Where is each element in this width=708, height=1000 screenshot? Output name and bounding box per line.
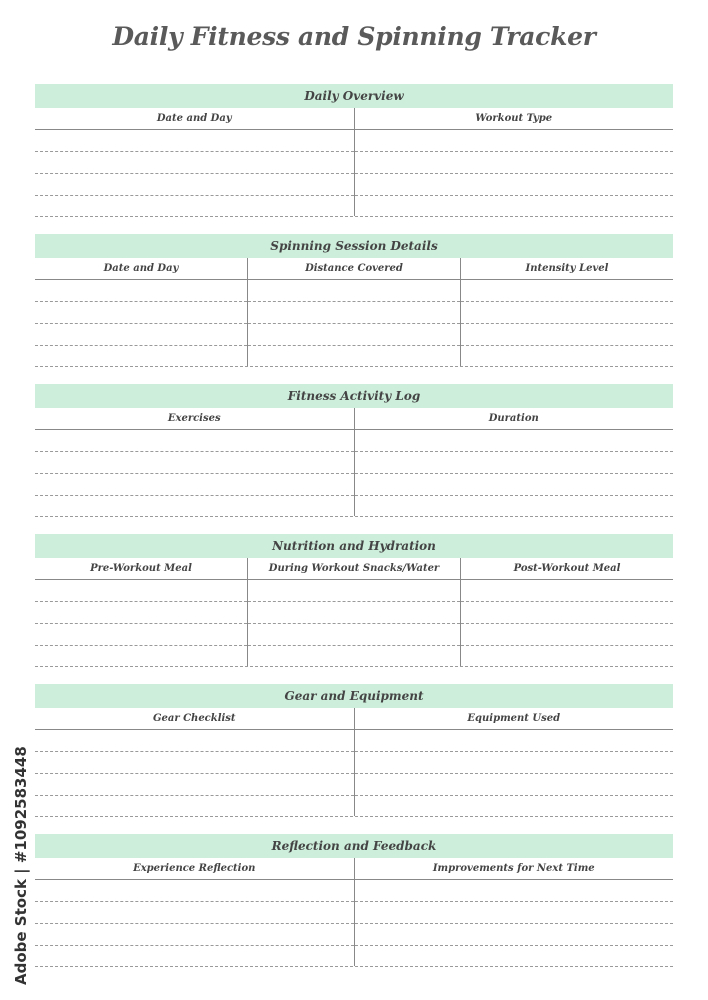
- write-line[interactable]: [35, 130, 354, 152]
- column: [460, 258, 673, 366]
- column: [247, 258, 460, 366]
- write-line[interactable]: [35, 752, 354, 774]
- write-line[interactable]: [35, 196, 354, 217]
- write-line[interactable]: [35, 602, 247, 624]
- section-gear-and-equipment: [35, 684, 673, 817]
- write-line[interactable]: [461, 624, 673, 646]
- column: [354, 108, 674, 216]
- column-header: Exercises: [35, 408, 354, 430]
- column: [35, 408, 354, 516]
- write-line[interactable]: [35, 152, 354, 174]
- section-heading: Spinning Session Details: [35, 234, 673, 258]
- section-spinning-session-details: [35, 234, 673, 367]
- write-line[interactable]: [35, 946, 354, 967]
- write-line[interactable]: [355, 452, 674, 474]
- write-line[interactable]: [355, 196, 674, 217]
- write-line[interactable]: [461, 580, 673, 602]
- write-line[interactable]: [248, 646, 460, 667]
- column: [354, 858, 674, 966]
- write-line[interactable]: [35, 580, 247, 602]
- column: [35, 708, 354, 816]
- section-columns: [35, 858, 673, 967]
- column-header: Distance Covered: [248, 258, 460, 280]
- write-line[interactable]: [461, 646, 673, 667]
- column-header: Duration: [355, 408, 674, 430]
- column: [354, 708, 674, 816]
- write-line[interactable]: [35, 774, 354, 796]
- write-line[interactable]: [35, 430, 354, 452]
- write-line[interactable]: [461, 602, 673, 624]
- write-line[interactable]: [355, 130, 674, 152]
- section-heading: Fitness Activity Log: [35, 384, 673, 408]
- write-line[interactable]: [35, 730, 354, 752]
- write-line[interactable]: [461, 280, 673, 302]
- write-line[interactable]: [35, 624, 247, 646]
- column: [460, 558, 673, 666]
- write-line[interactable]: [35, 496, 354, 517]
- write-line[interactable]: [35, 796, 354, 817]
- write-line[interactable]: [355, 730, 674, 752]
- write-line[interactable]: [248, 280, 460, 302]
- section-heading: Gear and Equipment: [35, 684, 673, 708]
- section-fitness-activity-log: [35, 384, 673, 517]
- section-nutrition-and-hydration: [35, 534, 673, 667]
- write-line[interactable]: [35, 452, 354, 474]
- write-line[interactable]: [35, 880, 354, 902]
- section-columns: [35, 108, 673, 217]
- write-line[interactable]: [35, 280, 247, 302]
- write-line[interactable]: [461, 346, 673, 367]
- write-line[interactable]: [355, 774, 674, 796]
- write-line[interactable]: [35, 302, 247, 324]
- section-columns: [35, 558, 673, 667]
- column-header: Improvements for Next Time: [355, 858, 674, 880]
- column-header: During Workout Snacks/Water: [248, 558, 460, 580]
- write-line[interactable]: [355, 902, 674, 924]
- write-line[interactable]: [355, 174, 674, 196]
- write-line[interactable]: [355, 474, 674, 496]
- write-line[interactable]: [355, 924, 674, 946]
- write-line[interactable]: [355, 946, 674, 967]
- column-header: Intensity Level: [461, 258, 673, 280]
- column: [35, 558, 247, 666]
- write-line[interactable]: [355, 880, 674, 902]
- write-line[interactable]: [248, 346, 460, 367]
- section-columns: [35, 408, 673, 517]
- write-line[interactable]: [248, 302, 460, 324]
- write-line[interactable]: [355, 752, 674, 774]
- write-line[interactable]: [248, 324, 460, 346]
- write-line[interactable]: [248, 624, 460, 646]
- write-line[interactable]: [35, 474, 354, 496]
- write-line[interactable]: [355, 496, 674, 517]
- write-line[interactable]: [461, 324, 673, 346]
- write-line[interactable]: [248, 580, 460, 602]
- section-heading: Nutrition and Hydration: [35, 534, 673, 558]
- column-header: Equipment Used: [355, 708, 674, 730]
- column-header: Date and Day: [35, 258, 247, 280]
- write-line[interactable]: [355, 152, 674, 174]
- write-line[interactable]: [461, 302, 673, 324]
- section-daily-overview: [35, 84, 673, 217]
- column-header: Pre-Workout Meal: [35, 558, 247, 580]
- section-columns: [35, 708, 673, 817]
- column-header: Gear Checklist: [35, 708, 354, 730]
- section-heading: Daily Overview: [35, 84, 673, 108]
- column-header: Post-Workout Meal: [461, 558, 673, 580]
- write-line[interactable]: [355, 430, 674, 452]
- page-title: Daily Fitness and Spinning Tracker: [112, 22, 596, 51]
- column-header: Date and Day: [35, 108, 354, 130]
- column: [35, 108, 354, 216]
- stock-watermark: Adobe Stock | #1092583448: [12, 746, 30, 985]
- column: [35, 858, 354, 966]
- column-header: Workout Type: [355, 108, 674, 130]
- write-line[interactable]: [248, 602, 460, 624]
- write-line[interactable]: [35, 902, 354, 924]
- write-line[interactable]: [35, 646, 247, 667]
- column: [35, 258, 247, 366]
- write-line[interactable]: [35, 346, 247, 367]
- write-line[interactable]: [35, 924, 354, 946]
- column: [247, 558, 460, 666]
- write-line[interactable]: [35, 324, 247, 346]
- section-reflection-and-feedback: [35, 834, 673, 967]
- write-line[interactable]: [35, 174, 354, 196]
- section-columns: [35, 258, 673, 367]
- column-header: Experience Reflection: [35, 858, 354, 880]
- write-line[interactable]: [355, 796, 674, 817]
- section-heading: Reflection and Feedback: [35, 834, 673, 858]
- column: [354, 408, 674, 516]
